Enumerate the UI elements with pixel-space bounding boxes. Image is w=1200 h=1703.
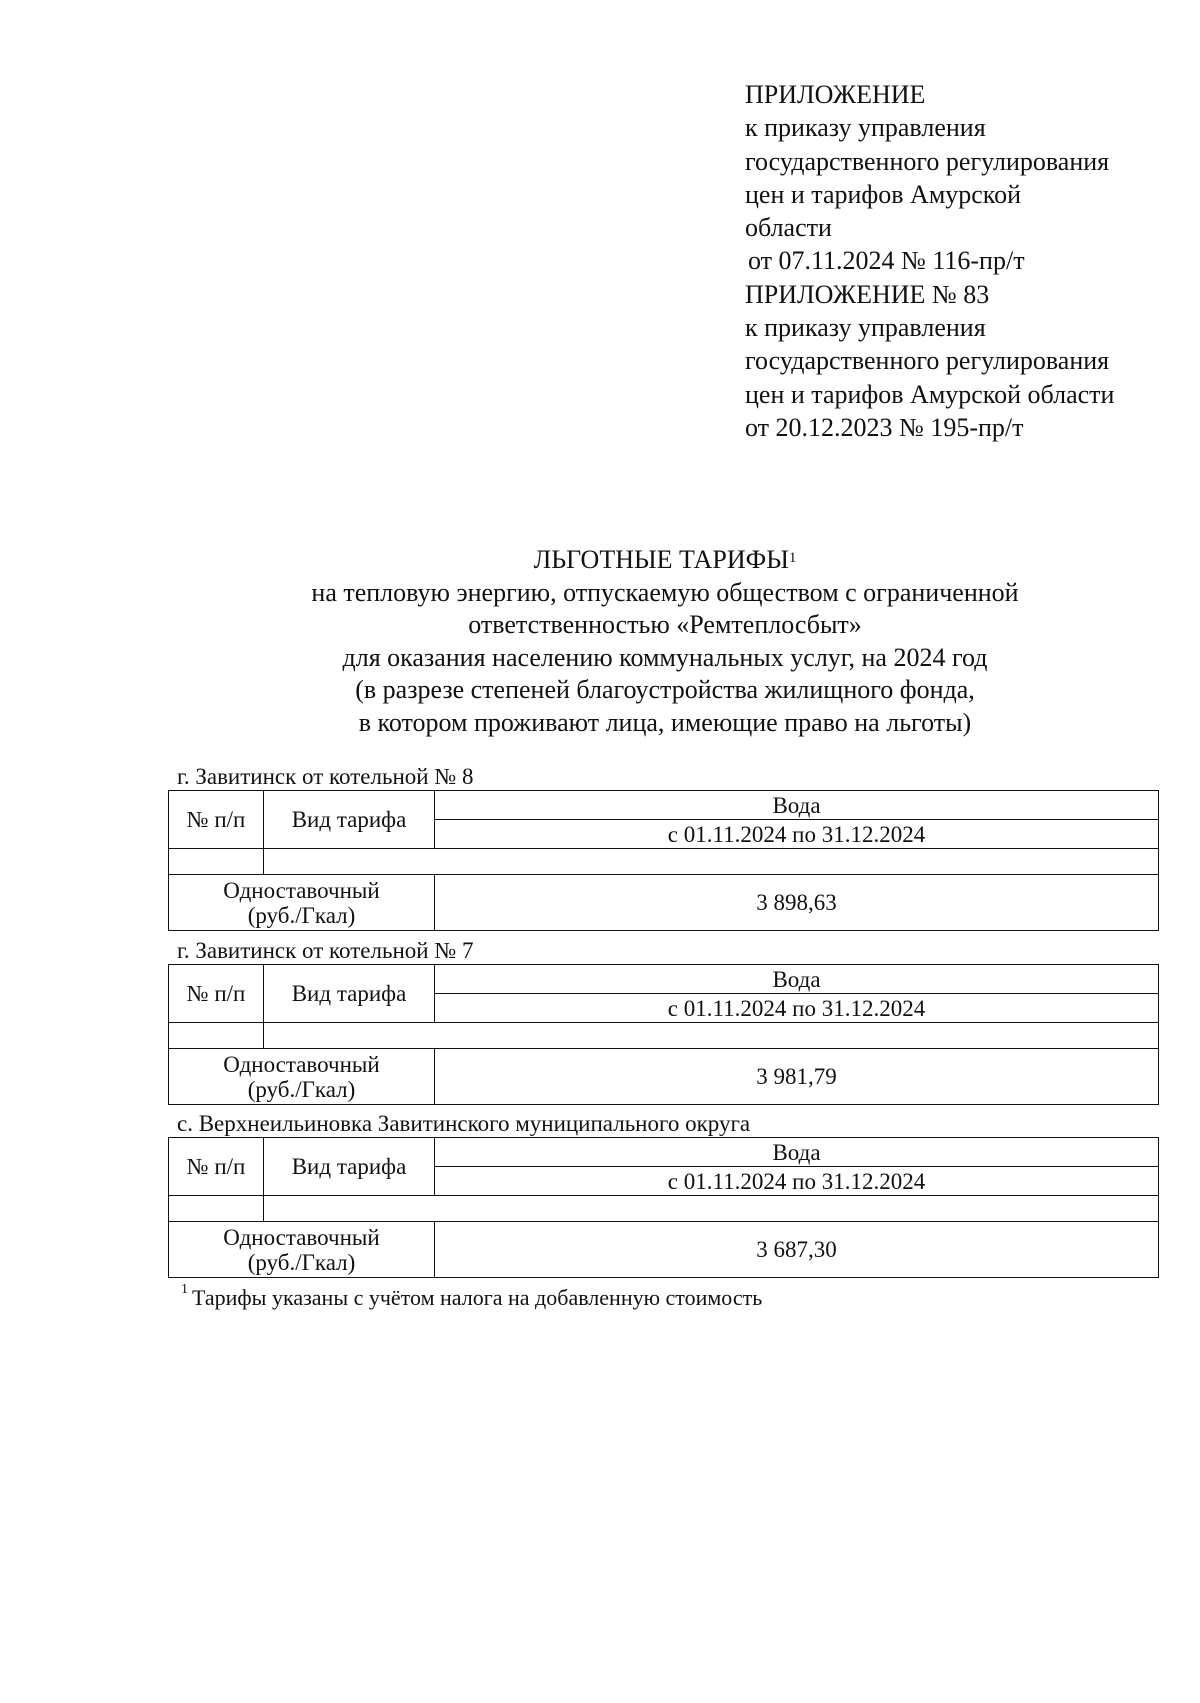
title-line: в котором проживают лица, имеющие право на льготы)	[358, 707, 972, 737]
col-header-number: № п/п	[169, 1138, 264, 1196]
tariff-value: 3 981,79	[435, 1049, 1159, 1105]
empty-cell	[264, 1196, 1159, 1222]
col-header-tariff-type: Вид тарифа	[264, 791, 435, 849]
rate-unit: (руб./Гкал)	[247, 902, 356, 928]
tariff-table	[168, 790, 1159, 931]
tariff-table	[168, 1137, 1159, 1278]
empty-cell	[169, 1023, 264, 1049]
heading-footnote-mark: 1	[788, 550, 797, 566]
period-cell: с 01.11.2024 по 31.12.2024	[435, 1167, 1159, 1196]
col-header-water: Вода	[435, 1138, 1159, 1167]
empty-cell	[264, 849, 1159, 875]
period-cell: с 01.11.2024 по 31.12.2024	[435, 994, 1159, 1023]
appendix-line: к приказу управления	[745, 113, 986, 143]
appendix-line: к приказу управления	[745, 313, 986, 343]
col-header-tariff-type: Вид тарифа	[264, 965, 435, 1023]
col-header-number: № п/п	[169, 791, 264, 849]
document-heading	[160, 544, 1170, 577]
appendix-title: ПРИЛОЖЕНИЕ	[745, 80, 926, 109]
table-caption: г. Завитинск от котельной № 8	[177, 764, 474, 789]
col-header-tariff-type: Вид тарифа	[264, 1138, 435, 1196]
tariff-table	[168, 964, 1159, 1105]
rate-label-cell	[169, 1222, 435, 1278]
rate-unit: (руб./Гкал)	[247, 1076, 356, 1102]
footnote	[181, 1282, 763, 1311]
appendix-line: области	[745, 213, 832, 243]
empty-cell	[169, 1196, 264, 1222]
table-caption: с. Верхнеильиновка Завитинского муниципального округа	[177, 1111, 751, 1136]
document-title-block	[160, 544, 1170, 739]
rate-unit: (руб./Гкал)	[247, 1249, 356, 1275]
appendix-83-title: ПРИЛОЖЕНИЕ № 83	[745, 279, 990, 309]
footnote-mark: 1	[181, 1282, 188, 1297]
col-header-water: Вода	[435, 791, 1159, 820]
footnote-text: Тарифы указаны с учётом налога на добавленную стоимость	[192, 1285, 763, 1310]
title-line: (в разрезе степеней благоустройства жилищного фонда,	[355, 675, 975, 704]
empty-cell	[169, 849, 264, 875]
appendix-line: цен и тарифов Амурской	[745, 179, 1022, 209]
appendix-line: государственного регулирования	[745, 346, 1110, 376]
tariff-value: 3 687,30	[435, 1222, 1159, 1278]
rate-label: Одноставочный	[223, 877, 380, 903]
period-cell: с 01.11.2024 по 31.12.2024	[435, 820, 1159, 849]
table-caption: г. Завитинск от котельной № 7	[177, 938, 474, 963]
title-line: на тепловую энергию, отпускаемую обществом с ограниченной	[311, 577, 1019, 607]
rate-label-cell	[169, 875, 435, 931]
rate-label: Одноставочный	[223, 1224, 380, 1250]
appendix-line: государственного регулирования	[745, 146, 1110, 176]
appendix-83-order-date: от 20.12.2023 № 195-пр/т	[745, 412, 1024, 442]
title-line: для оказания населению коммунальных услуг, на 2024 год	[342, 642, 988, 672]
rate-label-cell	[169, 1049, 435, 1105]
col-header-water: Вода	[435, 965, 1159, 994]
heading-text: ЛЬГОТНЫЕ ТАРИФЫ	[533, 545, 789, 574]
rate-label: Одноставочный	[223, 1051, 380, 1077]
col-header-number: № п/п	[169, 965, 264, 1023]
title-line: ответственностью «Ремтеплосбыт»	[468, 610, 862, 639]
empty-cell	[264, 1023, 1159, 1049]
appendix-block	[745, 78, 1185, 444]
appendix-line: цен и тарифов Амурской области	[745, 379, 1115, 409]
tariff-value: 3 898,63	[435, 875, 1159, 931]
appendix-order-date: от 07.11.2024 № 116-пр/т	[748, 246, 1025, 276]
